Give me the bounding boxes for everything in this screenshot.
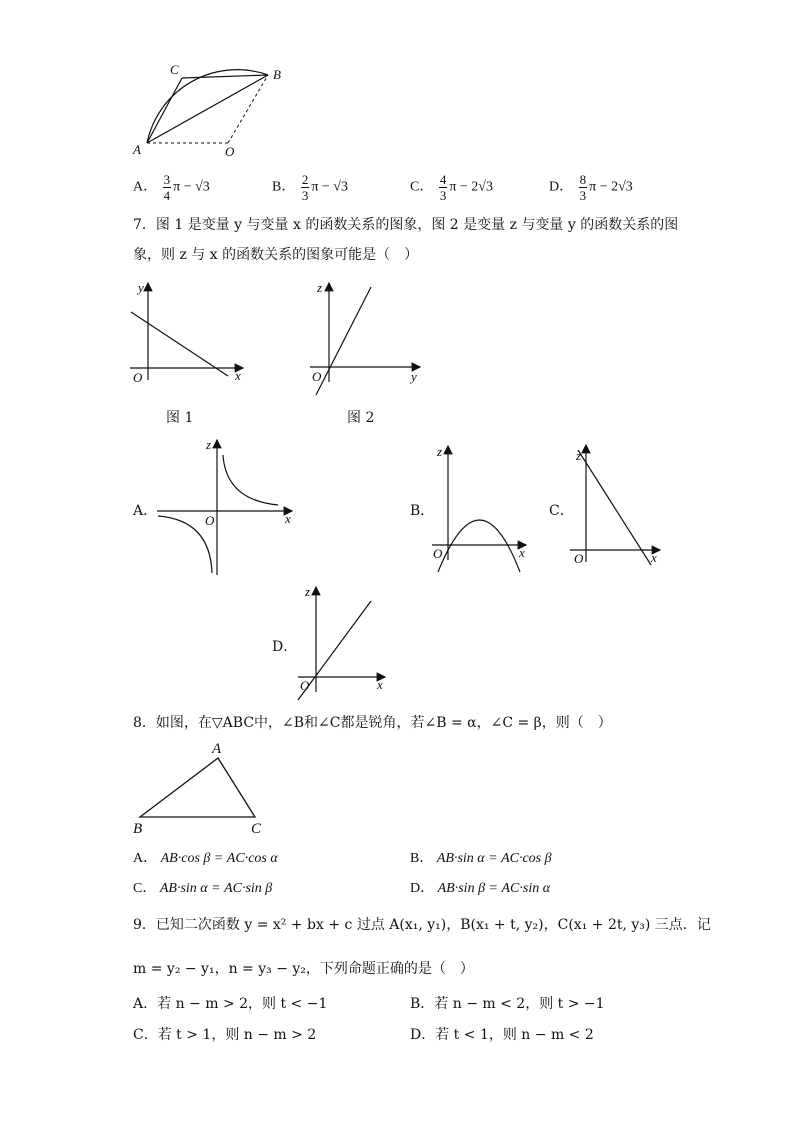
hyperbola-branch-left	[158, 516, 212, 573]
option-letter: C．	[410, 179, 434, 195]
frac-den: 3	[579, 188, 587, 203]
option-expr: AB·cos β = AC·cos α	[160, 851, 278, 866]
q7-choice-a-letter: A．	[133, 503, 158, 519]
origin-label: O	[433, 546, 443, 561]
option-letter: B．	[410, 851, 434, 866]
axis-label-y: y	[138, 280, 144, 295]
axis-label-z: z	[437, 444, 443, 459]
option-letter: B．	[272, 179, 296, 195]
option-text: 若 n − m < 2，则 t > −1	[434, 996, 605, 1012]
q7-stem-line2: 象，则 z 与 x 的函数关系的图象可能是（ ）	[133, 247, 419, 263]
vertex-label-a: A	[212, 741, 222, 757]
axis-label-y: y	[411, 369, 417, 384]
frac-den: 3	[439, 188, 447, 203]
point-label-a: A	[133, 142, 141, 157]
option-expr: AB·sin α = AC·sin β	[159, 881, 273, 896]
increasing-line	[316, 287, 371, 395]
q8-option-b	[410, 847, 552, 867]
frac-den: 4	[163, 188, 171, 203]
axis-label-x: x	[285, 511, 291, 526]
axis-label-z: z	[317, 280, 323, 295]
parabola-curve	[438, 520, 520, 572]
q9-option-a	[133, 993, 327, 1013]
origin-label: O	[205, 513, 215, 528]
axis-label-x: x	[651, 550, 657, 565]
q8-option-a	[133, 847, 278, 867]
decreasing-line	[131, 312, 228, 376]
option-text: 若 t > 1，则 n − m > 2	[157, 1027, 317, 1043]
frac-num: 8	[579, 172, 587, 187]
q9-option-b	[410, 993, 605, 1013]
vertex-label-b: B	[133, 821, 143, 837]
axis-label-z: z	[305, 584, 311, 599]
option-letter: A．	[133, 996, 158, 1012]
hyperbola-branch-right	[223, 455, 278, 505]
option-text: 若 t < 1，则 n − m < 2	[435, 1027, 594, 1043]
point-label-c: C	[170, 62, 179, 77]
q7-choice-d-letter: D．	[272, 639, 298, 655]
q9-option-d	[410, 1024, 594, 1044]
q9-stem-line2: m = y₂ − y₁，n = y₃ − y₂，下列命题正确的是（ ）	[133, 961, 474, 977]
option-letter: D．	[410, 1027, 436, 1043]
option-letter: B．	[410, 996, 435, 1012]
option-expr: AB·sin β = AC·sin α	[437, 881, 551, 896]
option-letter: A．	[133, 851, 158, 866]
option-rest: π − 2√3	[449, 179, 493, 195]
option-rest: π − √3	[311, 179, 348, 195]
option-expr: AB·sin α = AC·cos β	[436, 851, 552, 866]
option-rest: π − 2√3	[589, 179, 633, 195]
decreasing-line	[578, 450, 651, 565]
axis-label-x: x	[519, 545, 525, 560]
q7-choice-c-letter: C．	[549, 503, 574, 519]
q7-choice-b-letter: B．	[410, 503, 435, 519]
option-rest: π − √3	[173, 179, 210, 195]
option-letter: D．	[410, 881, 435, 896]
q8-option-d	[410, 877, 550, 897]
point-label-o: O	[225, 144, 235, 159]
frac-num: 2	[301, 172, 309, 187]
origin-label: O	[574, 551, 584, 566]
axis-label-z: z	[576, 448, 582, 463]
frac-den: 3	[301, 188, 309, 203]
axis-label-z: z	[206, 437, 212, 452]
option-letter: A．	[133, 179, 158, 195]
option-text: 若 n − m > 2，则 t < −1	[157, 996, 328, 1012]
option-letter: C．	[133, 881, 157, 896]
q7-fig1-caption: 图 1	[166, 410, 194, 426]
q8-stem: 8．如图，在▽ABC中，∠B和∠C都是锐角，若∠B = α，∠C = β，则（ ）	[133, 715, 612, 731]
origin-label: O	[300, 678, 310, 693]
vertex-label-c: C	[251, 821, 262, 837]
option-letter: C．	[133, 1027, 158, 1043]
q9-stem-line1: 9．已知二次函数 y = x² + bx + c 过点 A(x₁, y₁)，B(x₁ + t, y₂)，C(x₁ + 2t, y₃) 三点．记	[133, 917, 711, 933]
q7-fig2-caption: 图 2	[347, 410, 375, 426]
q7-stem-line1: 7．图 1 是变量 y 与变量 x 的函数关系的图象，图 2 是变量 z 与变量 y 的函数关系的图	[133, 217, 679, 233]
origin-label: O	[133, 370, 143, 385]
frac-num: 4	[439, 172, 447, 187]
option-letter: D．	[549, 179, 574, 195]
q8-option-c	[133, 877, 272, 897]
axis-label-x: x	[377, 677, 383, 692]
triangle-abc	[140, 758, 255, 817]
frac-num: 3	[163, 172, 171, 187]
point-label-b: B	[273, 67, 281, 82]
q9-option-c	[133, 1024, 316, 1044]
axis-label-x: x	[235, 368, 241, 383]
origin-label: O	[312, 369, 322, 384]
